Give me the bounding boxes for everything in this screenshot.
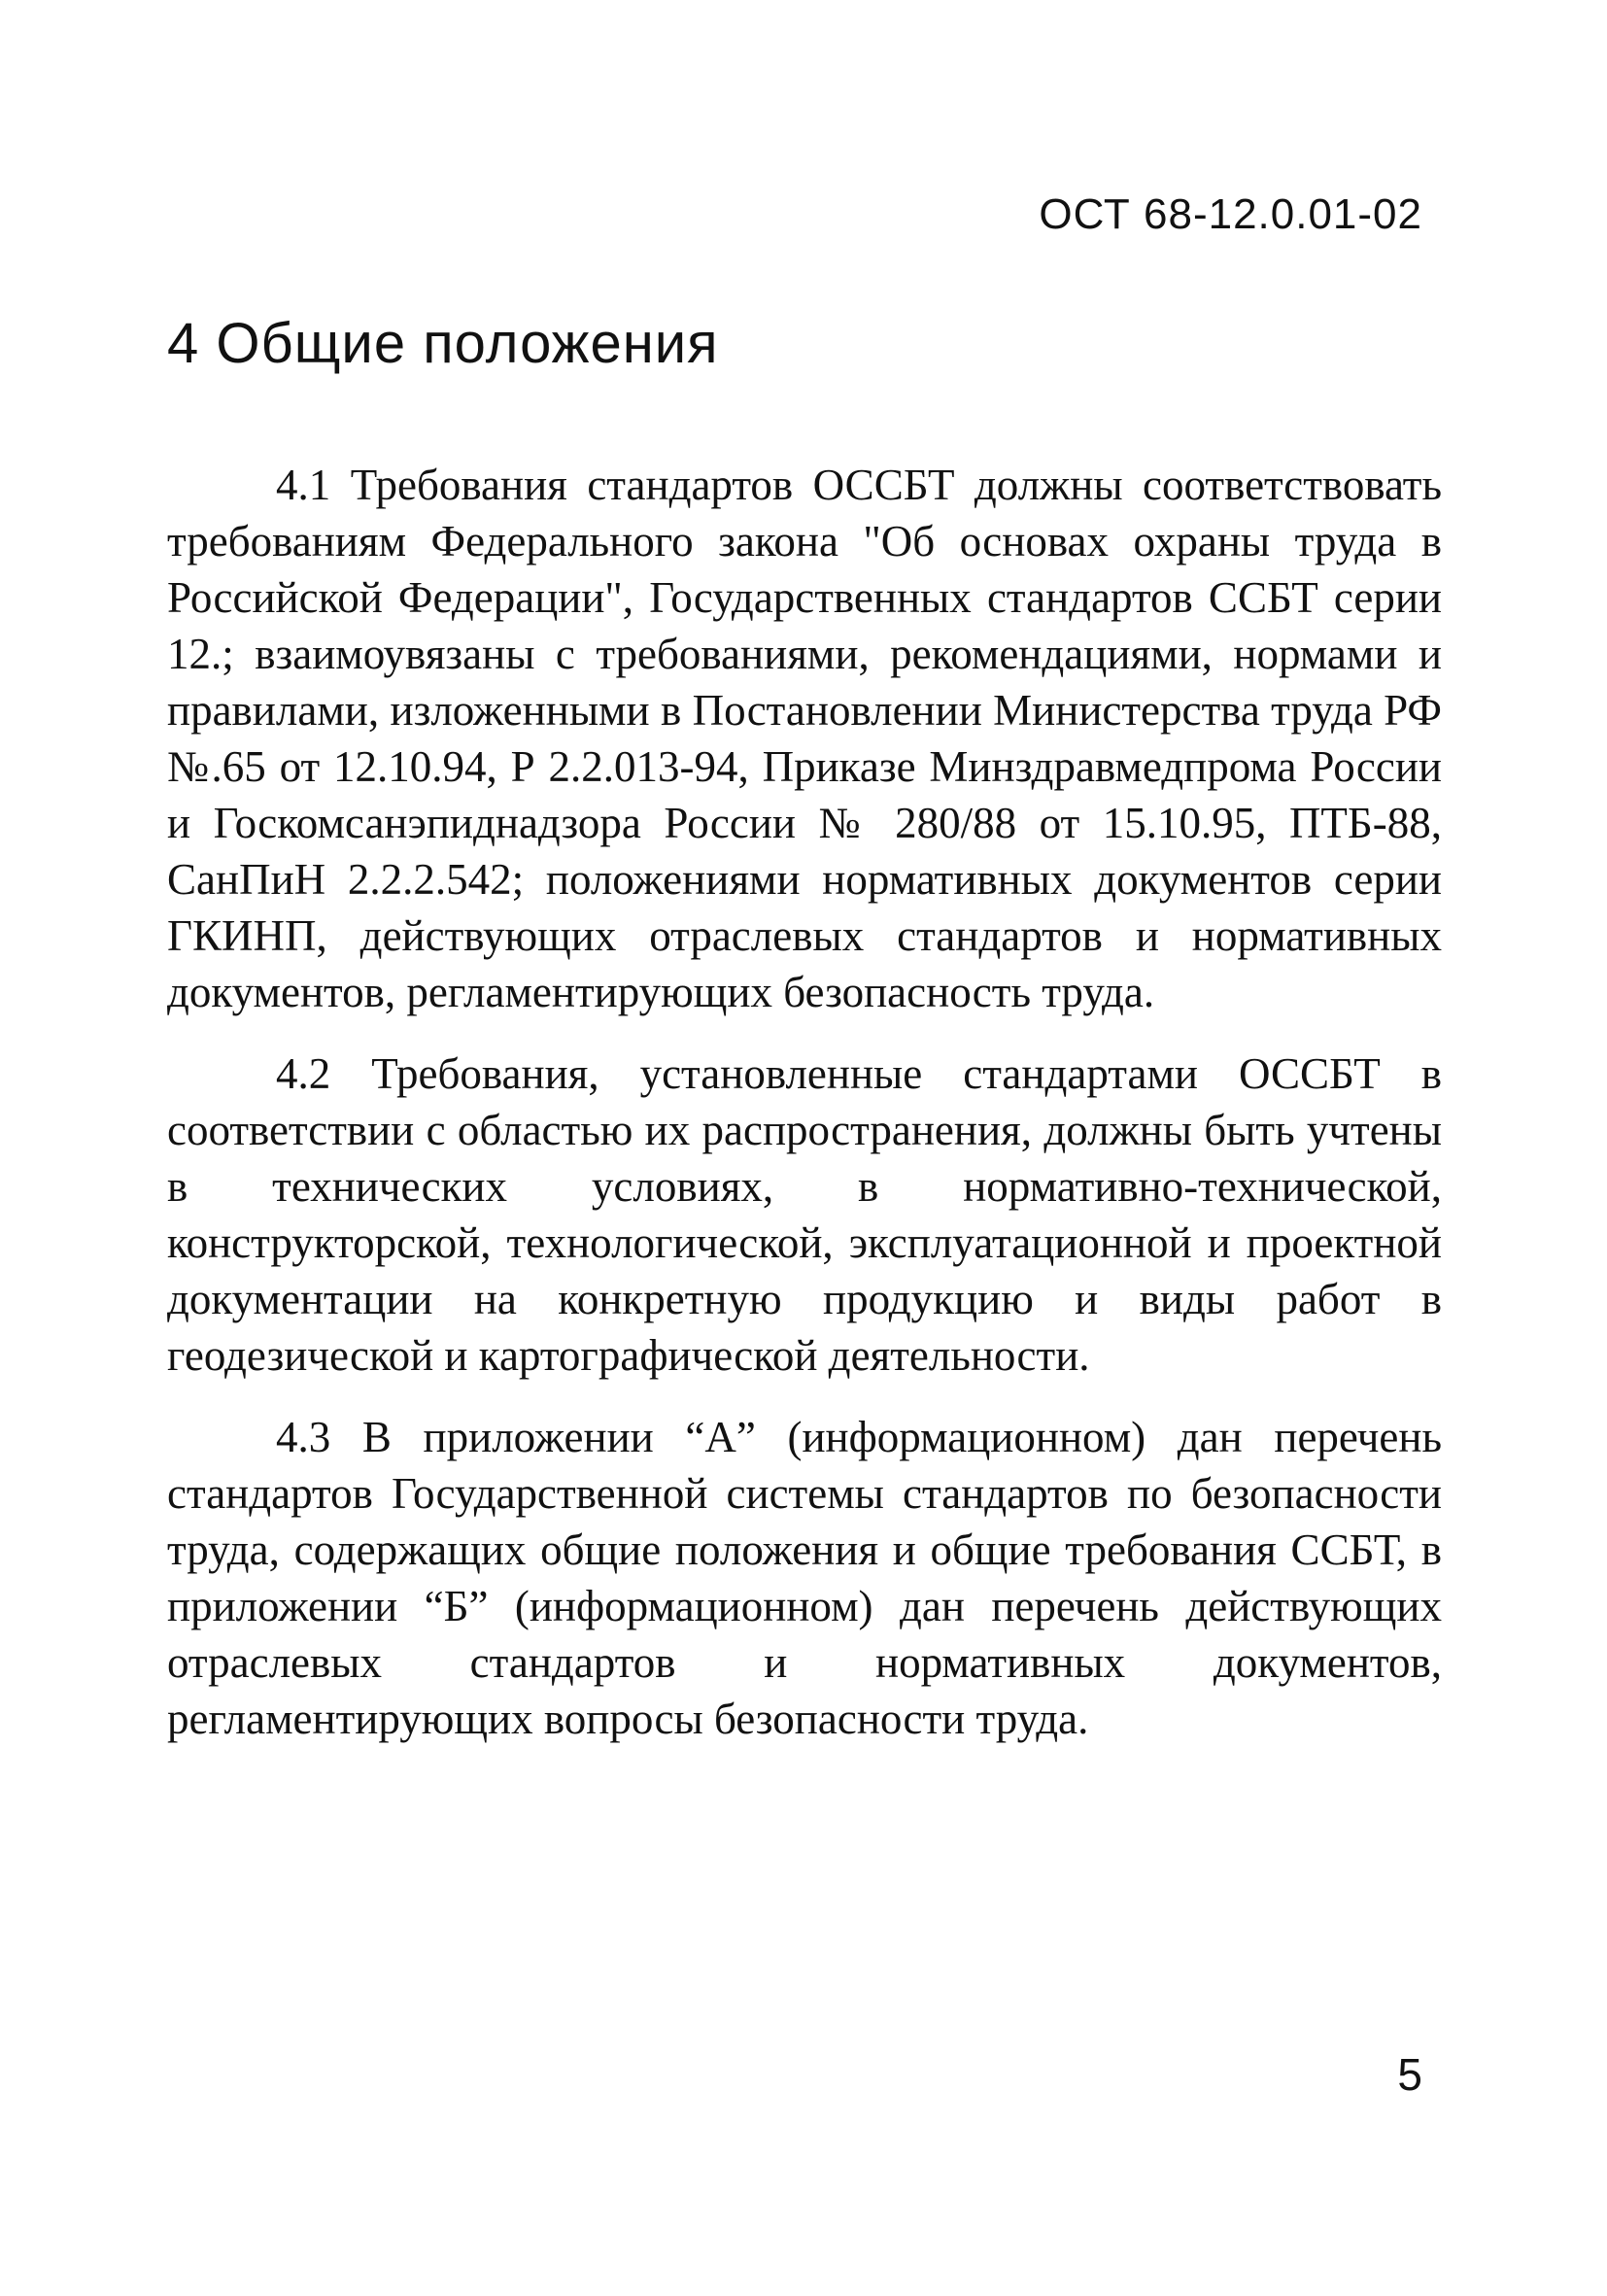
- paragraph-4-2: 4.2 Требования, установленные стандартами ОССБТ в соответствии с областью их распространения, должны быть учтены в технических условиях, в нормативно-технической, конструкторской, технологической, эксплуатационной и проектной документации на конкретную продукцию и виды работ в геодезической и картографической деятельности.: [167, 1049, 1442, 1380]
- page-number: 5: [1397, 2049, 1422, 2100]
- section-body: [167, 457, 1442, 1772]
- document-code: ОСТ 68-12.0.01-02: [1039, 190, 1422, 238]
- section-heading: 4 Общие положения: [167, 312, 719, 375]
- paragraph-4-1: 4.1 Требования стандартов ОССБТ должны соответствовать требованиям Федерального закона "Об основах охраны труда в Российской Федерации", Государственных стандартов ССБТ серии 12.; взаимоувязаны с требованиями, рекомендациями, нормами и правилами, изложенными в Постановлении Министерства труда РФ №.65 от 12.10.94, Р 2.2.013-94, Приказе Минздравмедпрома России и Госкомсанэпиднадзора России № 280/88 от 15.10.95, ПТБ-88, СанПиН 2.2.2.542; положениями нормативных документов серии ГКИНП, действующих отраслевых стандартов и нормативных документов, регламентирующих безопасность труда.: [167, 461, 1442, 1016]
- paragraph-4-3: 4.3 В приложении “А” (информационном) дан перечень стандартов Государственной системы стандартов по безопасности труда, содержащих общие положения и общие требования ССБТ, в приложении “Б” (информационном) дан перечень действующих отраслевых стандартов и нормативных документов, регламентирующих вопросы безопасности труда.: [167, 1413, 1442, 1743]
